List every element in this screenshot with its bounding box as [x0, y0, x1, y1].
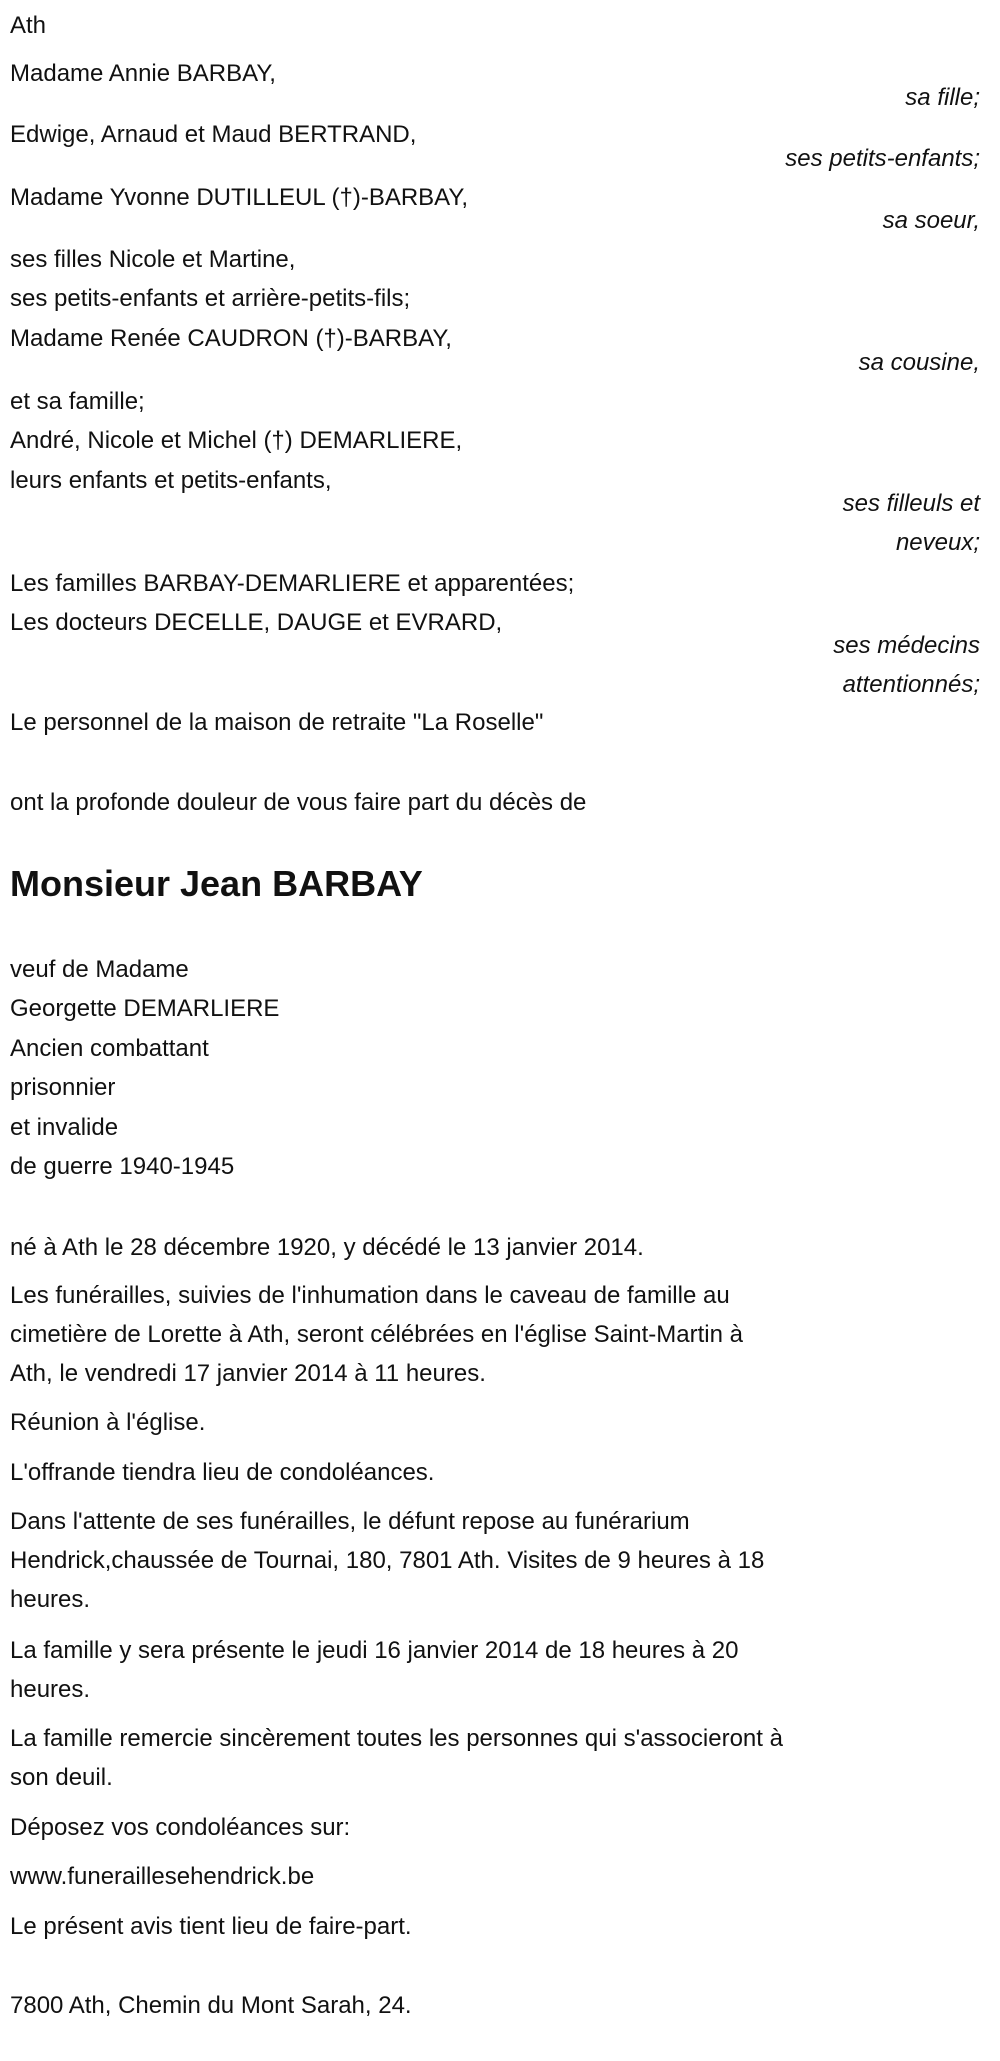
relation-label: ses petits-enfants; [785, 145, 980, 172]
family-line: Edwige, Arnaud et Maud BERTRAND, [10, 121, 417, 148]
relation-label: sa soeur, [882, 207, 980, 234]
family-line: Madame Renée CAUDRON (†)-BARBAY, [10, 325, 452, 352]
relation-label: sa fille; [905, 84, 980, 111]
body-line: Le présent avis tient lieu de faire-part. [10, 1913, 412, 1940]
family-line: leurs enfants et petits-enfants, [10, 467, 332, 494]
body-line: cimetière de Lorette à Ath, seront célébrées en l'église Saint-Martin à [10, 1321, 743, 1348]
relation-label: ses médecins [833, 632, 980, 659]
relation-label: ses filleuls et [842, 490, 980, 517]
body-line: né à Ath le 28 décembre 1920, y décédé le 13 janvier 2014. [10, 1234, 644, 1261]
body-line: Réunion à l'église. [10, 1409, 206, 1436]
body-line: Les funérailles, suivies de l'inhumation dans le caveau de famille au [10, 1282, 730, 1309]
family-line: Les docteurs DECELLE, DAUGE et EVRARD, [10, 609, 503, 636]
detail-line: veuf de Madame [10, 956, 189, 983]
location: Ath [10, 12, 47, 39]
detail-line: Ancien combattant [10, 1035, 209, 1062]
relation-label: sa cousine, [858, 349, 980, 376]
body-line: La famille y sera présente le jeudi 16 janvier 2014 de 18 heures à 20 [10, 1637, 739, 1664]
body-line: heures. [10, 1676, 91, 1703]
detail-line: prisonnier [10, 1074, 116, 1101]
family-line: Le personnel de la maison de retraite "La Roselle" [10, 709, 544, 736]
detail-line: et invalide [10, 1114, 119, 1141]
condolences-link[interactable]: www.funeraillesehendrick.be [10, 1863, 315, 1890]
body-line: Déposez vos condoléances sur: [10, 1814, 351, 1841]
detail-line: Georgette DEMARLIERE [10, 995, 280, 1022]
family-line: Madame Yvonne DUTILLEUL (†)-BARBAY, [10, 184, 468, 211]
body-line: Dans l'attente de ses funérailles, le défunt repose au funérarium [10, 1508, 690, 1535]
family-line: ses filles Nicole et Martine, [10, 246, 296, 273]
family-line: André, Nicole et Michel (†) DEMARLIERE, [10, 427, 463, 454]
body-line: La famille remercie sincèrement toutes les personnes qui s'associeront à [10, 1725, 783, 1752]
family-line: Les familles BARBAY-DEMARLIERE et apparentées; [10, 570, 575, 597]
relation-label: attentionnés; [842, 671, 980, 698]
family-line: Madame Annie BARBAY, [10, 60, 276, 87]
body-line: L'offrande tiendra lieu de condoléances. [10, 1459, 435, 1486]
announcement: ont la profonde douleur de vous faire part du décès de [10, 789, 587, 816]
address: 7800 Ath, Chemin du Mont Sarah, 24. [10, 1992, 412, 2019]
relation-label: neveux; [895, 529, 980, 556]
detail-line: de guerre 1940-1945 [10, 1153, 235, 1180]
family-line: et sa famille; [10, 388, 145, 415]
body-line: son deuil. [10, 1764, 113, 1791]
family-line: ses petits-enfants et arrière-petits-fils; [10, 285, 411, 312]
body-line: Hendrick,chaussée de Tournai, 180, 7801 Ath. Visites de 9 heures à 18 [10, 1547, 765, 1574]
body-line: heures. [10, 1586, 91, 1613]
body-line: Ath, le vendredi 17 janvier 2014 à 11 heures. [10, 1360, 486, 1387]
deceased-name: Monsieur Jean BARBAY [10, 863, 423, 904]
